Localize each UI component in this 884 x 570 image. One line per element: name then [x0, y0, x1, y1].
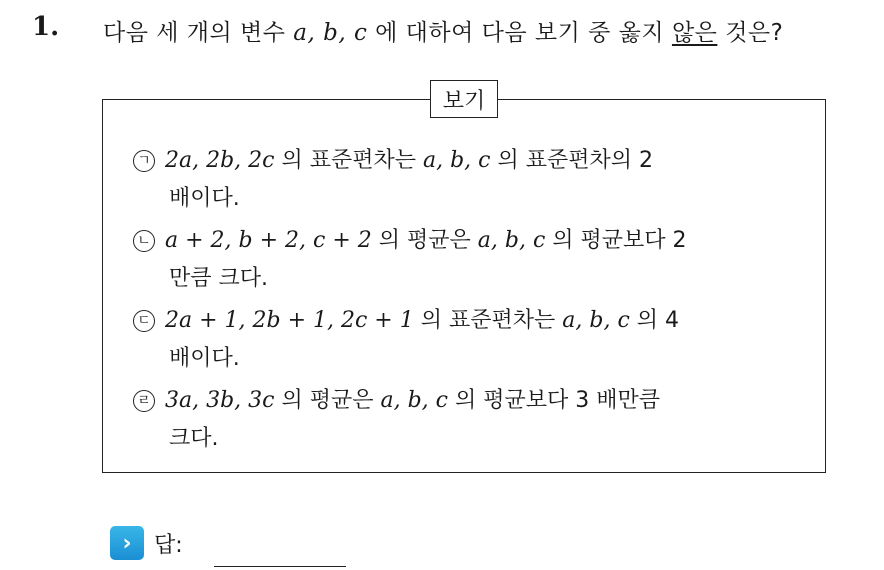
example-item-3	[133, 302, 773, 378]
item-text1-1: 의 표준편차는	[281, 148, 416, 173]
item-text1-4: 의 평균은	[281, 388, 374, 413]
example-item-4	[133, 382, 773, 458]
item-mark-3: ㄷ	[133, 310, 155, 332]
item-vars-1: a, b, c	[423, 148, 491, 173]
item-mark-1: ㄱ	[133, 150, 155, 172]
item-text2-4: 의 평균보다 3 배만큼	[455, 388, 660, 413]
item-mark-4: ㄹ	[133, 390, 155, 412]
question-suffix: 것은?	[725, 20, 784, 46]
item-line2-2: 만큼 크다.	[169, 266, 268, 291]
item-mark-2: ㄴ	[133, 230, 155, 252]
item-vars-3: a, b, c	[562, 308, 630, 333]
question-underlined: 않은	[671, 20, 718, 46]
item-line2-1: 배이다.	[169, 186, 240, 211]
item-expr-1: 2a, 2b, 2c	[165, 148, 275, 173]
answer-label: 답:	[154, 532, 183, 558]
item-expr-4: 3a, 3b, 3c	[165, 388, 275, 413]
item-text1-3: 의 표준편차는	[420, 308, 556, 333]
item-expr-2: a + 2, b + 2, c + 2	[165, 228, 372, 253]
question-number: 1.	[32, 12, 60, 42]
item-text2-2: 의 평균보다 2	[552, 228, 687, 253]
item-text2-3: 의 4	[636, 308, 680, 333]
example-box-title: 보기	[430, 80, 498, 118]
item-vars-4: a, b, c	[380, 388, 448, 413]
question-text	[103, 14, 783, 47]
item-text2-1: 의 표준편차의 2	[497, 148, 653, 173]
arrow-right-icon: ›	[110, 526, 144, 560]
item-line2-4: 크다.	[169, 426, 219, 451]
question-vars: a, b, c	[293, 20, 368, 46]
item-line2-3: 배이다.	[169, 346, 240, 371]
answer-blank-field[interactable]	[214, 566, 346, 567]
item-vars-2: a, b, c	[477, 228, 546, 253]
answer-row	[110, 526, 183, 560]
item-expr-3: 2a + 1, 2b + 1, 2c + 1	[165, 308, 414, 333]
question-middle: 에 대하여 다음 보기 중 옳지	[375, 20, 665, 46]
question-prefix: 다음 세 개의 변수	[103, 20, 286, 46]
example-item-1	[133, 142, 773, 218]
item-text1-2: 의 평균은	[378, 228, 471, 253]
example-item-2	[133, 222, 773, 298]
